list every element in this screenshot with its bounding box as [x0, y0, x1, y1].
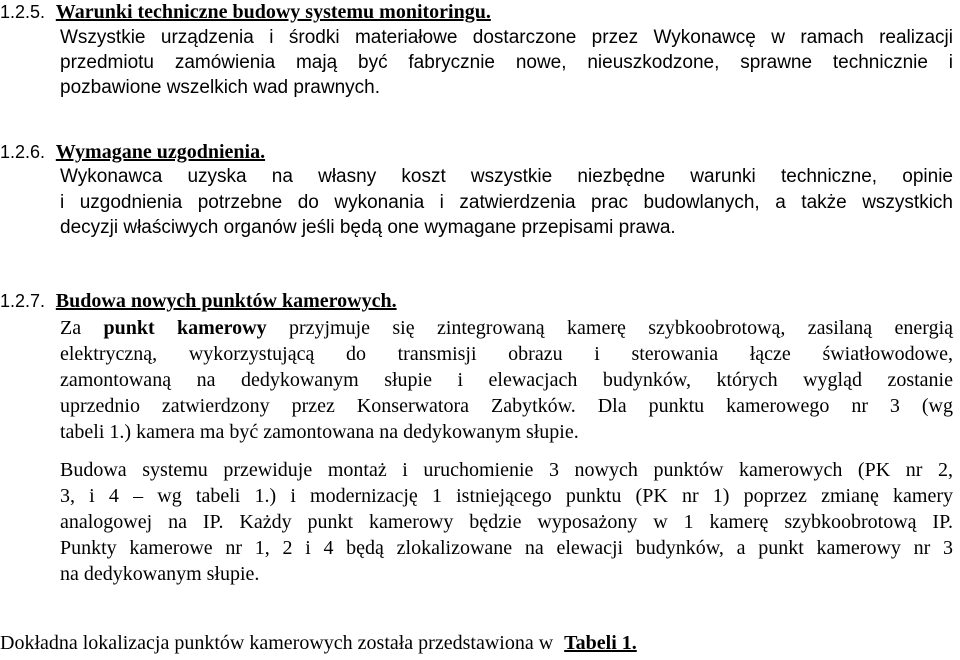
section-125-heading: [0, 0, 491, 25]
p1-prefix: Za: [60, 317, 82, 339]
section-125-line-3: pozbawione wszelkich wad prawnych.: [60, 77, 380, 98]
section-127-p2-line-1: Budowa systemu przewiduje montaż i uruchomienie 3 nowych punktów kamerowych (PK nr 2,: [60, 459, 953, 481]
section-125-line-1: Wszystkie urządzenia i środki materiałowe dostarczone przez Wykonawcę w ramach realizacji: [60, 27, 953, 48]
section-125-number: 1.2.5.: [0, 2, 46, 22]
p1-rest: przyjmuje się zintegrowaną kamerę szybkoobrotową, zasilaną energią: [288, 317, 954, 339]
table-1-reference: Tabeli 1.: [564, 632, 637, 654]
section-125-title: Warunki techniczne budowy systemu monitoringu.: [55, 1, 491, 23]
section-127-p1-line-4: uprzednio zatwierdzony przez Konserwatora Zabytków. Dla punktu kamerowego nr 3 (wg: [60, 395, 953, 417]
section-126-line-3: decyzji właściwych organów jeśli będą one wymagane przepisami prawa.: [60, 217, 676, 238]
section-127-title: Budowa nowych punktów kamerowych.: [55, 290, 397, 312]
section-127-p2-line-2: 3, i 4 – wg tabeli 1.) i modernizację 1 istniejącego punktu (PK nr 1) poprzez zmianę kamery: [60, 485, 953, 507]
section-126-line-2: i uzgodnienia potrzebne do wykonania i zatwierdzenia prac budowlanych, a także wszystkich: [60, 192, 953, 213]
p1-bold-term: punkt kamerowy: [103, 317, 267, 339]
section-126-line-1: Wykonawca uzyska na własny koszt wszystkie niezbędne warunki techniczne, opinie: [60, 166, 953, 187]
section-127-p1-line-3: zamontowaną na dedykowanym słupie i elewacjach budynków, których wygląd zostanie: [60, 369, 953, 391]
closing-text: Dokładna lokalizacja punktów kamerowych została przedstawiona w: [0, 632, 554, 654]
section-125-line-2: przedmiotu zamówienia mają być fabrycznie nowe, nieuszkodzone, sprawne technicznie i: [60, 52, 953, 73]
section-127-p2-line-3: analogowej na IP. Każdy punkt kamerowy będzie wyposażony w 1 kamerę szybkoobrotową IP.: [60, 511, 953, 533]
closing-sentence: [0, 631, 637, 655]
section-126-title: Wymagane uzgodnienia.: [55, 141, 266, 163]
section-127-p1-line-1: [60, 316, 953, 340]
section-127-p2-line-5: na dedykowanym słupie.: [60, 563, 260, 585]
section-127-p2-line-4: Punkty kamerowe nr 1, 2 i 4 będą zlokalizowane na elewacji budynków, a punkt kamerowy nr 3: [60, 537, 953, 559]
section-127-p1-line-2: elektryczną, wykorzystującą do transmisji obrazu i sterowania łącze światłowodowe,: [60, 343, 953, 365]
section-127-p1-line-5: tabeli 1.) kamera ma być zamontowana na dedykowanym słupie.: [60, 421, 579, 443]
section-126-heading: [0, 140, 265, 165]
section-127-number: 1.2.7.: [0, 291, 46, 311]
section-127-heading: [0, 289, 397, 314]
section-126-number: 1.2.6.: [0, 142, 46, 162]
